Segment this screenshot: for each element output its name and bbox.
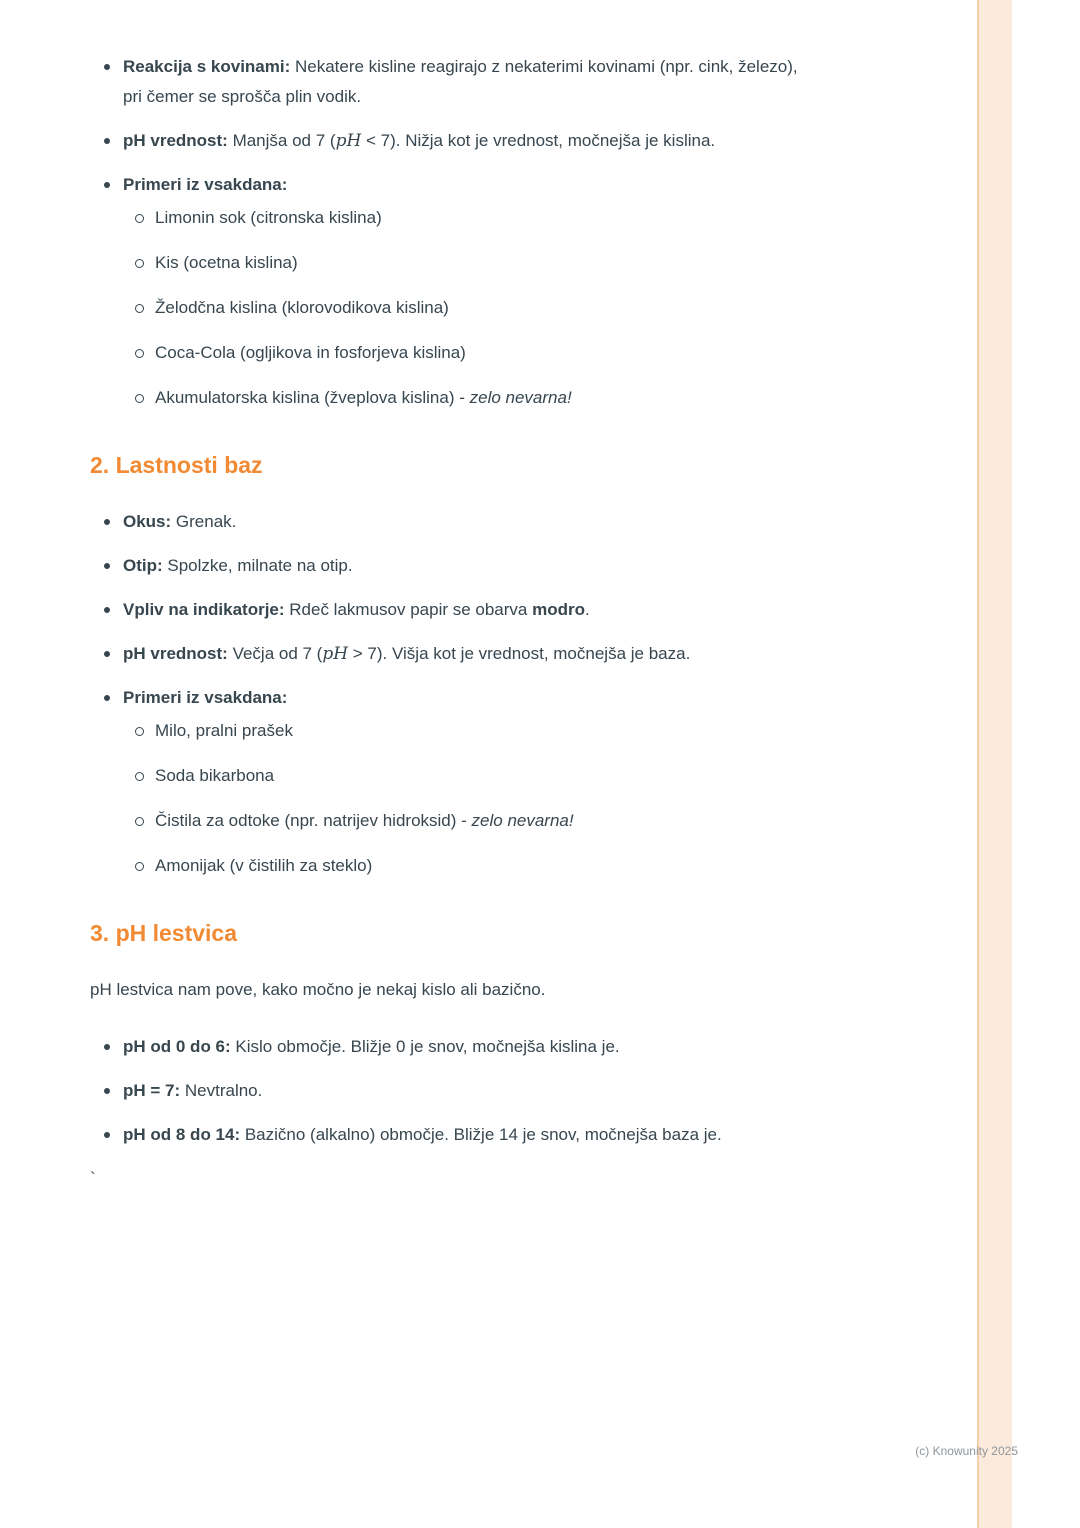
text-segment: Soda bikarbona [155, 766, 275, 785]
text-segment: modro [532, 600, 585, 619]
stray-backtick: ` [90, 1169, 96, 1188]
sub-list-item [155, 203, 818, 233]
acid-properties-list [90, 52, 818, 413]
text-segment: Akumulatorska kislina (žveplova kislina) - [155, 388, 470, 407]
list-item [123, 683, 818, 881]
text-segment: < 7). Nižja kot je vrednost, močnejša je kislina. [361, 131, 716, 150]
document-section [90, 449, 818, 881]
sub-list-item [155, 851, 818, 881]
text-segment: Čistila za odtoke (npr. natrijev hidroksid) - [155, 811, 472, 830]
text-segment: Manjša od 7 ( [232, 131, 336, 150]
list-item [123, 126, 818, 156]
sub-list-item [155, 716, 818, 746]
text-segment: Rdeč lakmusov papir se obarva [289, 600, 533, 619]
sections-container [90, 449, 818, 1150]
text-segment: Okus: [123, 512, 176, 531]
sub-list-item [155, 248, 818, 278]
text-segment: Limonin sok (citronska kislina) [155, 208, 382, 227]
text-segment: Milo, pralni prašek [155, 721, 293, 740]
text-segment: pH od 8 do 14: [123, 1125, 245, 1144]
list-item [123, 1120, 818, 1150]
text-segment: pH [322, 644, 349, 664]
list-item [123, 551, 818, 581]
sub-list-item [155, 761, 818, 791]
text-segment: zelo nevarna! [469, 388, 572, 407]
text-segment: pH [335, 131, 362, 151]
text-segment: Spolzke, milnate na otip. [167, 556, 353, 575]
section-list [90, 1032, 818, 1150]
section-paragraph: pH lestvica nam pove, kako močno je nekaj kislo ali bazično. [90, 980, 546, 999]
text-segment: Želodčna kislina (klorovodikova kislina) [155, 298, 449, 317]
text-segment: Reakcija s kovinami: [123, 57, 295, 76]
list-item [123, 639, 818, 669]
text-segment: pH vrednost: [123, 131, 233, 150]
text-segment: Amonijak (v čistilih za steklo) [155, 856, 373, 875]
section-heading: 2. Lastnosti baz [90, 452, 263, 478]
list-item [123, 52, 818, 112]
text-segment: Bazično (alkalno) območje. Bližje 14 je snov, močnejša baza je. [244, 1125, 722, 1144]
list-item [123, 507, 818, 537]
text-segment: Primeri iz vsakdana: [123, 175, 288, 194]
text-segment: Nekatere kisline reagirajo z nekaterimi kovinami (npr. cink, železo), pri čemer se sprošča plin vodik. [123, 57, 798, 106]
text-segment: Otip: [123, 556, 168, 575]
list-item [123, 1076, 818, 1106]
list-item [123, 170, 818, 413]
text-segment: > 7). Višja kot je vrednost, močnejša je baza. [348, 644, 691, 663]
text-segment: Večja od 7 ( [232, 644, 323, 663]
copyright-watermark: (c) Knowunity 2025 [915, 1444, 1018, 1458]
sub-list [123, 203, 818, 413]
text-segment: pH = 7: [123, 1081, 185, 1100]
section-heading: 3. pH lestvica [90, 920, 238, 946]
text-segment: Nevtralno. [184, 1081, 263, 1100]
text-segment: Kislo območje. Bližje 0 je snov, močnejša kislina je. [235, 1037, 620, 1056]
text-segment: Vpliv na indikatorje: [123, 600, 290, 619]
text-segment: pH od 0 do 6: [123, 1037, 236, 1056]
text-segment: Kis (ocetna kislina) [155, 253, 298, 272]
sub-list-item [155, 338, 818, 368]
sub-list-item [155, 383, 818, 413]
text-segment: Primeri iz vsakdana: [123, 688, 288, 707]
text-segment: Coca-Cola (ogljikova in fosforjeva kislina) [155, 343, 466, 362]
text-segment: . [585, 600, 590, 619]
sub-list-item [155, 806, 818, 836]
text-segment: zelo nevarna! [471, 811, 574, 830]
text-segment: pH vrednost: [123, 644, 233, 663]
list-item [123, 1032, 818, 1062]
list-item [123, 595, 818, 625]
text-segment: Grenak. [175, 512, 237, 531]
sub-list [123, 716, 818, 881]
document-section [90, 917, 818, 1150]
section-list [90, 507, 818, 881]
sub-list-item [155, 293, 818, 323]
